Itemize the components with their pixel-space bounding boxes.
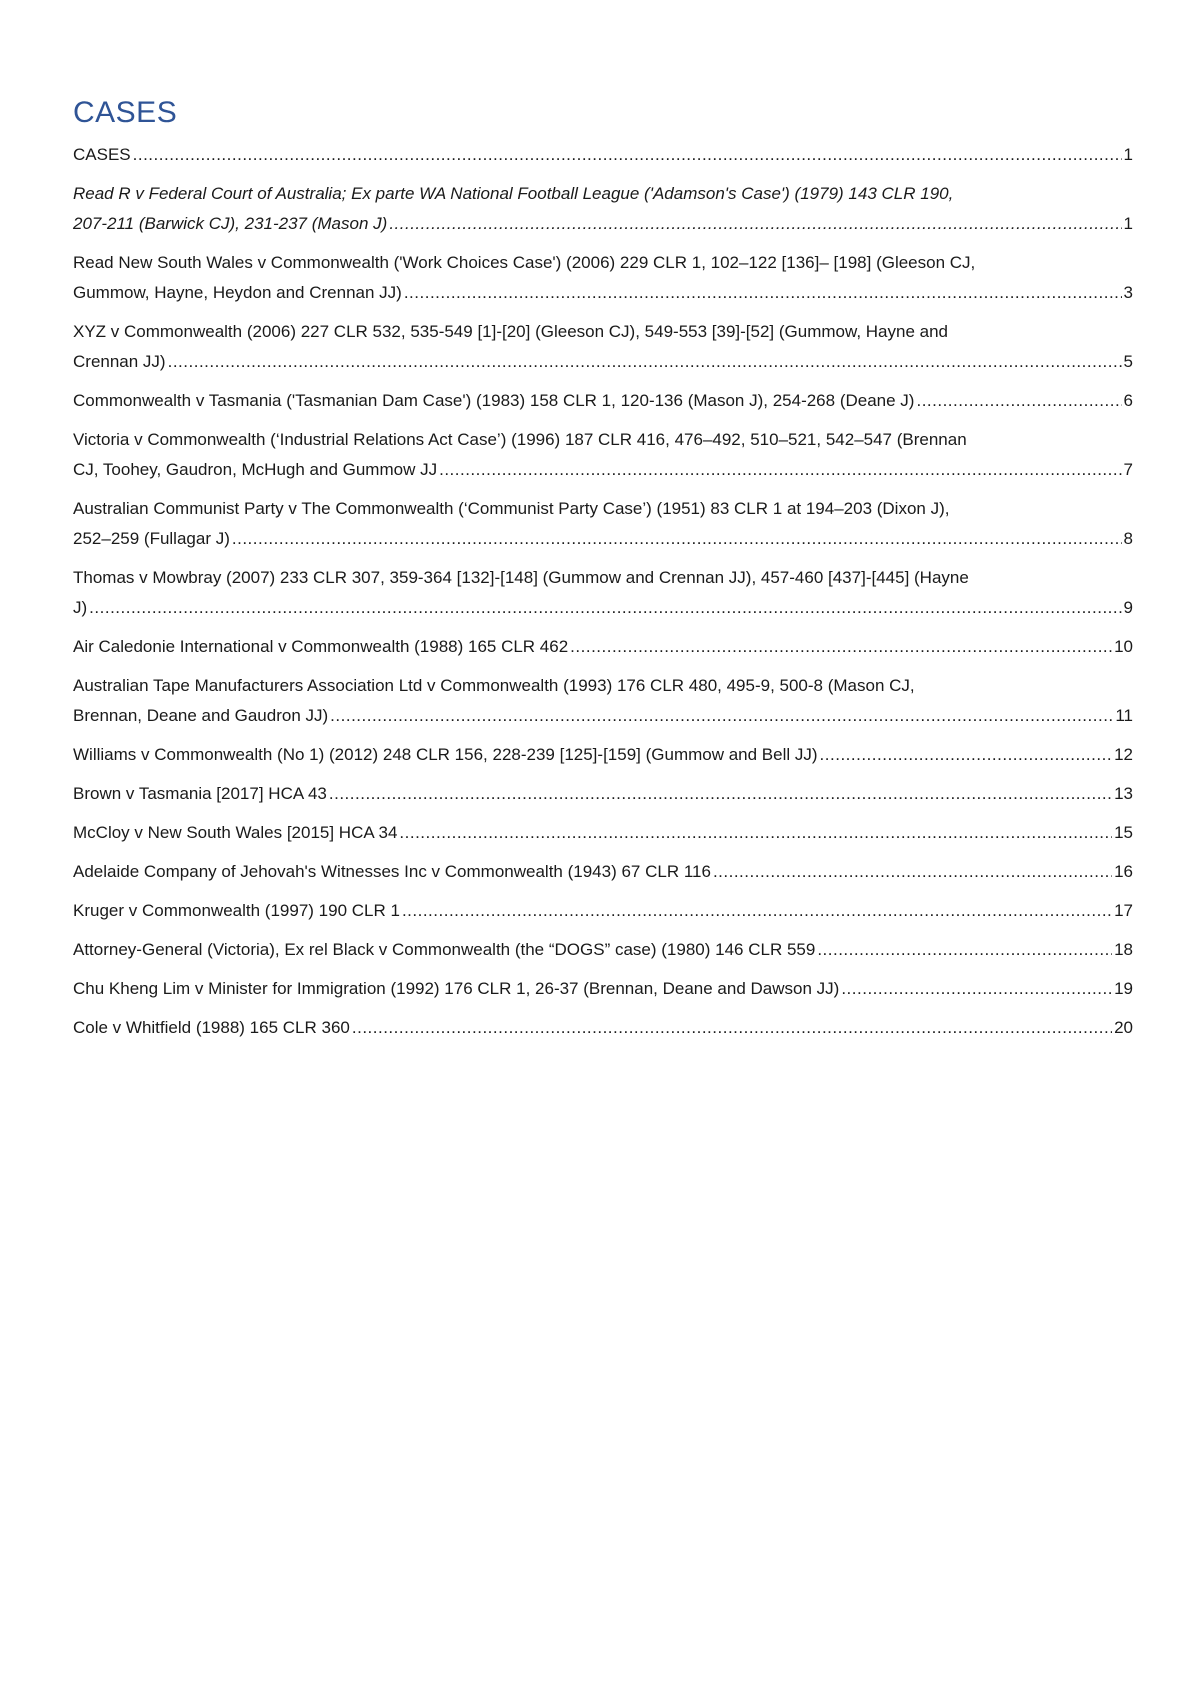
toc-entry-title-tail: Williams v Commonwealth (No 1) (2012) 248 CLR 156, 228-239 [125]-[159] (Gummow and Bell JJ) <box>73 745 818 764</box>
toc-entry[interactable] <box>73 779 1133 809</box>
table-of-contents <box>73 92 1133 1052</box>
toc-entry-text <box>73 317 1133 377</box>
toc-entry-text <box>73 671 1133 731</box>
toc-entry-title-line: XYZ v Commonwealth (2006) 227 CLR 532, 535-549 [1]-[20] (Gleeson CJ), 549-553 [39]-[52] (Gummow, Hayne and <box>73 322 949 341</box>
toc-entry[interactable] <box>73 317 1133 377</box>
toc-entry-last-line <box>73 818 1133 848</box>
toc-entry-text <box>73 386 1133 416</box>
toc-entry-last-line <box>73 896 1133 926</box>
toc-page-number: 6 <box>1123 391 1133 410</box>
toc-dot-leader <box>133 140 1122 170</box>
toc-entry[interactable] <box>73 740 1133 770</box>
toc-entry-title-tail: Commonwealth v Tasmania ('Tasmanian Dam Case') (1983) 158 CLR 1, 120-136 (Mason J), 254-268 (Deane J) <box>73 391 915 410</box>
toc-entry-last-line <box>73 524 1133 554</box>
toc-entry[interactable] <box>73 632 1133 662</box>
toc-entry-title-tail: Brennan, Deane and Gaudron JJ) <box>73 706 329 725</box>
toc-entry-last-line <box>73 857 1133 887</box>
toc-entry-text <box>73 248 1133 308</box>
toc-entry-title-tail: CJ, Toohey, Gaudron, McHugh and Gummow JJ <box>73 460 438 479</box>
toc-entry-last-line <box>73 455 1133 485</box>
toc-entry[interactable] <box>73 974 1133 1004</box>
toc-entry-title-line: Read New South Wales v Commonwealth ('Work Choices Case') (2006) 229 CLR 1, 102–122 [136]– [198] (Gleeson CJ, <box>73 253 976 272</box>
toc-dot-leader <box>232 524 1122 554</box>
toc-dot-leader <box>402 896 1112 926</box>
toc-entry-last-line <box>73 779 1133 809</box>
toc-entry-text <box>73 974 1133 1004</box>
toc-entry-title-tail: McCloy v New South Wales [2015] HCA 34 <box>73 823 398 842</box>
toc-entry-title-tail: Chu Kheng Lim v Minister for Immigration (1992) 176 CLR 1, 26-37 (Brennan, Deane and Dawson JJ) <box>73 979 840 998</box>
toc-page-number: 19 <box>1114 979 1133 998</box>
toc-entry-last-line <box>73 974 1133 1004</box>
toc-entry-title-line: Australian Communist Party v The Commonwealth (‘Communist Party Case’) (1951) 83 CLR 1 at 194–203 (Dixon J), <box>73 499 950 518</box>
toc-entry-text <box>73 935 1133 965</box>
toc-heading: CASES <box>73 96 178 129</box>
toc-entry-last-line <box>73 209 1133 239</box>
toc-dot-leader <box>404 278 1122 308</box>
toc-entry-text <box>73 818 1133 848</box>
toc-dot-leader <box>820 740 1113 770</box>
toc-entry-title-line: Thomas v Mowbray (2007) 233 CLR 307, 359-364 [132]-[148] (Gummow and Crennan JJ), 457-460 [437]-[445] (Hayne <box>73 568 969 587</box>
toc-entry-title-tail: Crennan JJ) <box>73 352 166 371</box>
toc-entry-title-tail: Brown v Tasmania [2017] HCA 43 <box>73 784 327 803</box>
toc-entry-text <box>73 632 1133 662</box>
toc-page-number: 11 <box>1115 706 1133 725</box>
toc-entry-text <box>73 779 1133 809</box>
toc-list <box>73 140 1133 1043</box>
toc-entry-last-line <box>73 347 1133 377</box>
toc-page-number: 1 <box>1123 214 1133 233</box>
toc-entry-last-line <box>73 740 1133 770</box>
toc-entry-text <box>73 896 1133 926</box>
toc-entry-title-tail: 252–259 (Fullagar J) <box>73 529 230 548</box>
toc-entry[interactable] <box>73 494 1133 554</box>
toc-dot-leader <box>352 1013 1112 1043</box>
toc-entry-title-tail: Attorney-General (Victoria), Ex rel Black v Commonwealth (the “DOGS” case) (1980) 146 CLR 559 <box>73 940 816 959</box>
toc-page-number: 3 <box>1123 283 1133 302</box>
toc-entry-text <box>73 563 1133 623</box>
toc-dot-leader <box>570 632 1112 662</box>
toc-dot-leader <box>329 779 1112 809</box>
toc-entry-text <box>73 740 1133 770</box>
toc-page-number: 9 <box>1123 598 1133 617</box>
toc-dot-leader <box>916 386 1121 416</box>
toc-entry-last-line <box>73 935 1133 965</box>
toc-entry[interactable] <box>73 425 1133 485</box>
toc-entry[interactable] <box>73 179 1133 239</box>
toc-entry-last-line <box>73 632 1133 662</box>
toc-page-number: 13 <box>1114 784 1133 803</box>
toc-entry[interactable] <box>73 248 1133 308</box>
toc-entry[interactable] <box>73 818 1133 848</box>
toc-page-number: 17 <box>1114 901 1133 920</box>
toc-entry-last-line <box>73 386 1133 416</box>
toc-entry-text <box>73 425 1133 485</box>
toc-entry-title-tail: Cole v Whitfield (1988) 165 CLR 360 <box>73 1018 350 1037</box>
toc-entry-title-tail: CASES <box>73 145 131 164</box>
toc-page-number: 18 <box>1114 940 1133 959</box>
toc-entry-last-line <box>73 140 1133 170</box>
toc-page-number: 5 <box>1123 352 1133 371</box>
toc-page-number: 8 <box>1123 529 1133 548</box>
toc-entry-title-tail: J) <box>73 598 88 617</box>
toc-entry-last-line <box>73 593 1133 623</box>
toc-entry-text <box>73 140 1133 170</box>
toc-entry-last-line <box>73 278 1133 308</box>
toc-entry[interactable] <box>73 140 1133 170</box>
toc-entry-title-tail: Air Caledonie International v Commonwealth (1988) 165 CLR 462 <box>73 637 569 656</box>
toc-dot-leader <box>841 974 1112 1004</box>
toc-entry-title-tail: Kruger v Commonwealth (1997) 190 CLR 1 <box>73 901 400 920</box>
toc-page-number: 7 <box>1123 460 1133 479</box>
toc-page-number: 16 <box>1114 862 1133 881</box>
toc-page-number: 20 <box>1114 1018 1133 1037</box>
toc-dot-leader <box>817 935 1112 965</box>
toc-entry-title-line: Victoria v Commonwealth (‘Industrial Relations Act Case’) (1996) 187 CLR 416, 476–492, 510–521, 542–547 (Brennan <box>73 430 967 449</box>
toc-entry[interactable] <box>73 1013 1133 1043</box>
toc-entry[interactable] <box>73 671 1133 731</box>
toc-page-number: 1 <box>1123 145 1133 164</box>
toc-entry-text <box>73 179 1133 239</box>
toc-entry-text <box>73 857 1133 887</box>
toc-dot-leader <box>89 593 1121 623</box>
toc-entry[interactable] <box>73 896 1133 926</box>
toc-entry[interactable] <box>73 386 1133 416</box>
toc-entry-title-line: Australian Tape Manufacturers Association Ltd v Commonwealth (1993) 176 CLR 480, 495-9, 500-8 (Mason CJ, <box>73 676 915 695</box>
toc-dot-leader <box>389 209 1121 239</box>
toc-entry-title-tail: Adelaide Company of Jehovah's Witnesses Inc v Commonwealth (1943) 67 CLR 116 <box>73 862 711 881</box>
toc-entry[interactable] <box>73 563 1133 623</box>
toc-entry-title-tail: 207-211 (Barwick CJ), 231-237 (Mason J) <box>73 214 388 233</box>
toc-entry-title-line: Read R v Federal Court of Australia; Ex parte WA National Football League ('Adamson's Case') (1979) 143 CLR 190, <box>73 184 954 203</box>
toc-dot-leader <box>330 701 1113 731</box>
toc-dot-leader <box>168 347 1122 377</box>
toc-entry-text <box>73 494 1133 554</box>
toc-entry[interactable] <box>73 935 1133 965</box>
toc-entry-last-line <box>73 701 1133 731</box>
toc-entry-last-line <box>73 1013 1133 1043</box>
toc-page-number: 15 <box>1114 823 1133 842</box>
toc-entry-text <box>73 1013 1133 1043</box>
toc-page-number: 10 <box>1114 637 1133 656</box>
toc-dot-leader <box>713 857 1112 887</box>
toc-dot-leader <box>439 455 1121 485</box>
toc-entry-title-tail: Gummow, Hayne, Heydon and Crennan JJ) <box>73 283 402 302</box>
toc-entry[interactable] <box>73 857 1133 887</box>
toc-page-number: 12 <box>1114 745 1133 764</box>
toc-dot-leader <box>399 818 1112 848</box>
